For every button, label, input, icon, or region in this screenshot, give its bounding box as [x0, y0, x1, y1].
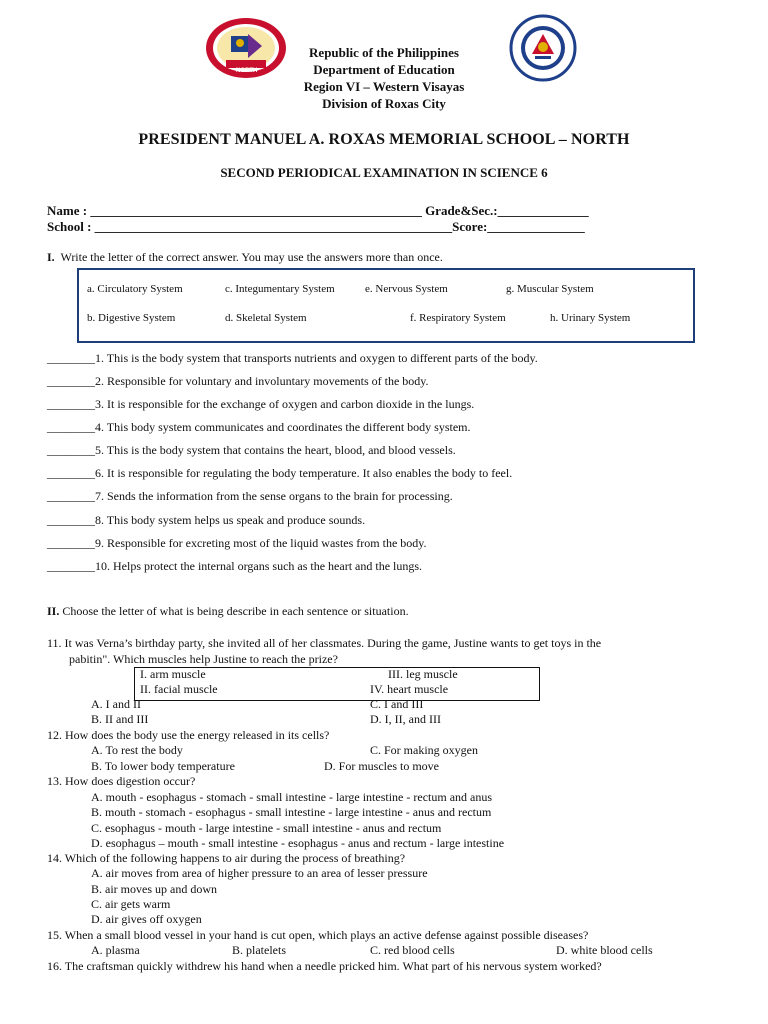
choice-a: a. Circulatory System: [87, 283, 183, 295]
q11-line2: pabitin". Which muscles help Justine to reach the prize?: [69, 652, 338, 666]
q14-option-c: C. air gets warm: [91, 897, 171, 911]
q11-option-a: A. I and II: [91, 697, 141, 711]
q16-stem: 16. The craftsman quickly withdrew his hand when a needle pricked him. What part of his nervous system worked?: [47, 959, 602, 973]
q13-option-c: C. esophagus - mouth - large intestine - small intestine - anus and rectum: [91, 821, 442, 835]
q12-option-d: D. For muscles to move: [324, 759, 439, 773]
school-logo-text: NORTH: [236, 68, 258, 74]
q11-option-b: B. II and III: [91, 712, 149, 726]
choice-b: b. Digestive System: [87, 312, 176, 324]
q15-option-b: B. platelets: [232, 943, 286, 957]
choice-c: c. Integumentary System: [225, 283, 335, 295]
school-name: PRESIDENT MANUEL A. ROXAS MEMORIAL SCHOOL – NORTH: [138, 131, 630, 148]
part1-item-7: ________7. Sends the information from the sense organs to the brain for processing.: [47, 489, 453, 503]
q14-option-d: D. air gives off oxygen: [91, 912, 202, 926]
q15-option-a: A. plasma: [91, 943, 140, 957]
q14-stem: 14. Which of the following happens to air during the process of breathing?: [47, 851, 406, 865]
q11-box-iii: III. leg muscle: [388, 667, 458, 681]
q13-stem: 13. How does digestion occur?: [47, 774, 196, 788]
part1-item-8: ________8. This body system helps us speak and produce sounds.: [47, 513, 366, 527]
part1-item-10: ________10. Helps protect the internal organs such as the heart and the lungs.: [47, 559, 423, 573]
q15-stem: 15. When a small blood vessel in your hand is cut open, which plays an active defense against possible diseases?: [47, 928, 589, 942]
part1-item-3: ________3. It is responsible for the exchange of oxygen and carbon dioxide in the lungs.: [47, 397, 475, 411]
q14-option-b: B. air moves up and down: [91, 882, 217, 896]
choice-e: e. Nervous System: [365, 283, 448, 295]
q13-option-a: A. mouth - esophagus - stomach - small intestine - large intestine - rectum and anus: [91, 790, 493, 804]
q11-box-ii: II. facial muscle: [140, 682, 218, 696]
part1-item-4: ________4. This body system communicates and coordinates the different body system.: [47, 420, 471, 434]
q11-box-i: I. arm muscle: [140, 667, 206, 681]
header-division: Division of Roxas City: [322, 96, 446, 111]
part2-instruction: Choose the letter of what is being describe in each sentence or situation.: [62, 604, 409, 618]
part1-item-6: ________6. It is responsible for regulating the body temperature. It also enables the body to feel.: [47, 466, 513, 480]
q13-option-b: B. mouth - stomach - esophagus - small intestine - large intestine - anus and rectum: [91, 805, 492, 819]
school-field[interactable]: School : _______________________________________________________Score:_______________: [47, 219, 585, 234]
header-republic: Republic of the Philippines: [309, 45, 459, 60]
q12-option-c: C. For making oxygen: [370, 743, 478, 757]
choice-h: h. Urinary System: [550, 312, 631, 324]
q11-box-iv: IV. heart muscle: [370, 682, 449, 696]
header-region: Region VI – Western Visayas: [303, 79, 465, 94]
q15-option-d: D. white blood cells: [556, 943, 653, 957]
choice-d: d. Skeletal System: [225, 312, 307, 324]
part1-item-5: ________5. This is the body system that contains the heart, blood, and blood vessels.: [47, 443, 456, 457]
q12-option-a: A. To rest the body: [91, 743, 183, 757]
part1-item-2: ________2. Responsible for voluntary and involuntary movements of the body.: [47, 374, 429, 388]
part2-label: II.: [47, 604, 60, 618]
header-department: Department of Education: [313, 62, 455, 77]
q11-option-c: C. I and III: [370, 697, 424, 711]
q11-line1: 11. It was Verna’s birthday party, she invited all of her classmates. During the game, Justine wants to get toys in the: [47, 636, 602, 650]
part2-instruction-row: [47, 604, 409, 619]
choice-f: f. Respiratory System: [410, 312, 506, 324]
q15-option-c: C. red blood cells: [370, 943, 455, 957]
q11-option-d: D. I, II, and III: [370, 712, 441, 726]
q13-option-d: D. esophagus – mouth - small intestine - esophagus - anus and rectum - large intestine: [91, 836, 505, 850]
q12-option-b: B. To lower body temperature: [91, 759, 235, 773]
choices-box: [77, 268, 695, 343]
part1-item-9: ________9. Responsible for excreting most of the liquid wastes from the body.: [47, 536, 427, 550]
choice-g: g. Muscular System: [506, 283, 594, 295]
part1-label: I.: [47, 250, 55, 264]
q12-stem: 12. How does the body use the energy released in its cells?: [47, 728, 330, 742]
q14-option-a: A. air moves from area of higher pressure to an area of lesser pressure: [91, 866, 428, 880]
part1-instruction-row: [47, 250, 443, 265]
exam-title: SECOND PERIODICAL EXAMINATION IN SCIENCE 6: [220, 165, 548, 180]
part1-item-1: ________1. This is the body system that transports nutrients and oxygen to different parts of the body.: [47, 351, 538, 365]
part1-instruction: Write the letter of the correct answer. You may use the answers more than once.: [60, 250, 443, 264]
name-field[interactable]: Name : ___________________________________________________ Grade&Sec.:______________: [47, 203, 589, 218]
